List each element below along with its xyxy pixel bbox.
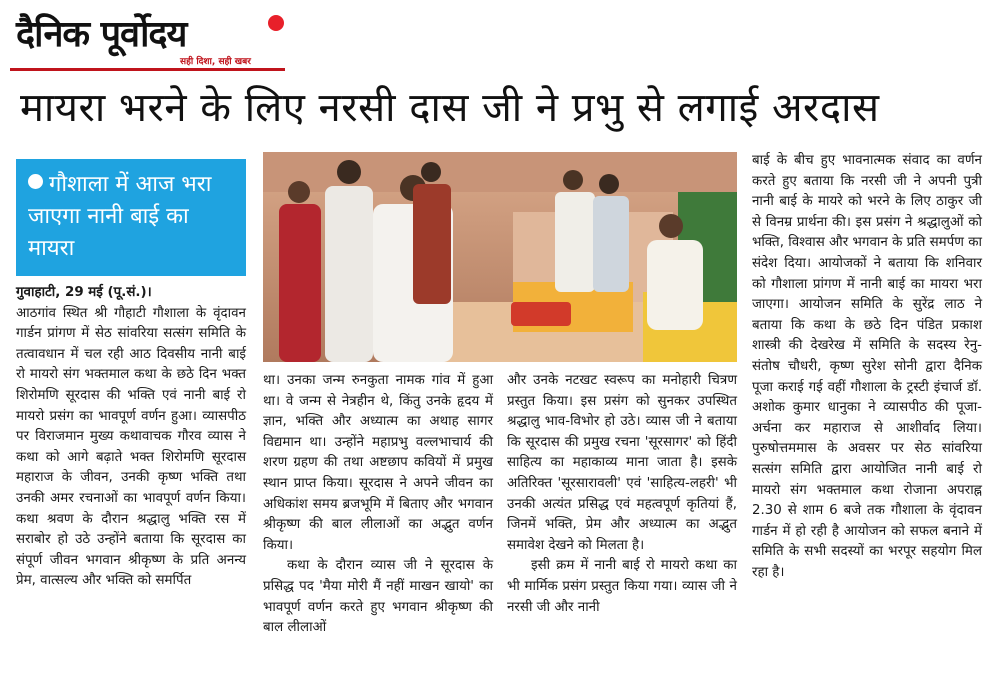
column-2-text-b: कथा के दौरान व्यास जी ने सूरदास के प्रसिद्ध पद 'मैया मोरी मैं नहीं माखन खायो' का भावपूर्ण वर्णन करते हुए भगवान श्रीकृष्ण की बाल लीलाओं: [263, 558, 493, 636]
column-3-text-a: और उनके नटखट स्वरूप का मनोहारी चित्रण प्रस्तुत किया। इस प्रसंग को सुनकर उपस्थित श्रद्धालु भाव-विभोर हो उठे। व्यास जी ने बताया कि सूरदास की प्रमुख रचना 'सूरसागर' को हिंदी साहित्य का महाकाव्य माना जाता है। इसके अतिरिक्त 'सूरसारावली' एवं 'साहित्य-लहरी' भी उनकी अत्यंत प्रसिद्ध एवं महत्वपूर्ण कृतियां हैं, जिनमें भक्ति, प्रेम और अध्यात्म का अद्भुत समावेश देखने को मिलता है।: [507, 373, 737, 553]
column-1-text: आठगांव स्थित श्री गौहाटी गौशाला के वृंदावन गार्डन प्रांगण में सेठ सांवरिया सत्संग समिति के तत्वावधान में चल रही आठ दिवसीय नानी बाई रो मायरो संग भक्तमाल कथा के छठे दिन भक्त शिरोमणि सूरदास की भक्ति एवं नानी बाई रो मायरो प्रसंग का भावपूर्ण वर्णन हुआ। व्यासपीठ पर विराजमान मुख्य कथावाचक गौरव व्यास ने कथा को आगे बढ़ाते भक्त शिरोमणि सूरदास महाराज के जीवन, उनकी कृष्ण भक्ति तथा उनकी अमर रचनाओं का भावपूर्ण वर्णन किया। कथा श्रवण के दौरान श्रद्धालु भक्ति रस में सराबोर हो उठे उन्होंने बताया कि सूरदास का संपूर्ण जीवन भगवान श्रीकृष्ण के प्रति अनन्य प्रेम, वात्सल्य और भक्ति को समर्पित: [16, 305, 246, 589]
headline: मायरा भरने के लिए नरसी दास जी ने प्रभु से लगाई अरदास: [20, 85, 880, 131]
article-column-3: [507, 371, 737, 618]
column-4-text: बाई के बीच हुए भावनात्मक संवाद का वर्णन करते हुए बताया कि नरसी जी ने अपनी पुत्री नानी बाई के मायरे को भरने के लिए ठाकुर जी से विनम्र प्रार्थना की। इस प्रसंग ने श्रद्धालुओं को भक्ति, विश्वास और भगवान के प्रति समर्पण का संदेश दिया। आयोजकों ने बताया कि शनिवार को गौशाला प्रांगण में नानी बाई का मायरा भरा जाएगा। आयोजन समिति के सुरेंद्र लाठ ने बताया कि कथा के छठे दिन पंडित प्रकाश शास्त्री की देखरेख में समिति के सदस्य रेनु-संतोष चौधरी, कृष्ण सुरेश सोनी द्वारा दैनिक पूजा कराई गई वहीं गौशाला के ट्रस्टी इंचार्ज डॉ. अशोक कुमार धानुका ने व्यासपीठ की पूजा-अर्चना कर महाराज से आशीर्वाद लिया। पुरुषोत्तममास के अवसर पर सेठ सांवरिया सत्संग समिति द्वारा आयोजित नानी बाई रो मायरो संग भक्तमाल कथा रोजाना अपराह्न 2.30 से शाम 6 बजे तक गौशाला के वृंदावन गार्डन में हो रही है आयोजन को सफल बनाने में समिति के सभी सदस्यों का भरपूर सहयोग मिल रहा है।: [752, 153, 982, 580]
highlight-box-text: गौशाला में आज भरा जाएगा नानी बाई का मायरा: [28, 172, 212, 261]
highlight-box-content: [28, 169, 234, 265]
highlight-box: [16, 159, 246, 276]
masthead-rule: [10, 68, 285, 71]
event-photo: [263, 152, 737, 362]
newspaper-name: दैनिक पूर्वोदय: [16, 14, 187, 55]
newspaper-tagline: सही दिशा, सही खबर: [180, 57, 251, 67]
article-column-4: [752, 151, 982, 583]
masthead: [10, 6, 285, 74]
article-column-2: [263, 371, 493, 639]
dateline: गुवाहाटी, 29 मई (पू.सं.)।: [16, 285, 152, 300]
column-2-text-a: था। उनका जन्म रुनकुता नामक गांव में हुआ था। वे जन्म से नेत्रहीन थे, किंतु उनके हृदय में ज्ञान, भक्ति और अध्यात्म का अथाह सागर विद्यमान था। उन्होंने महाप्रभु वल्लभाचार्य की शरण ग्रहण की तथा अष्टछाप कवियों में प्रमुख स्थान प्राप्त किया। सूरदास ने अपने जीवन का अधिकांश समय ब्रजभूमि में बिताए और भगवान श्रीकृष्ण की बाल लीलाओं का अद्भुत वर्णन किया।: [263, 373, 493, 553]
column-3-text-b: इसी क्रम में नानी बाई रो मायरो कथा का भी मार्मिक प्रसंग प्रस्तुत किया गया। व्यास जी ने नरसी जी और नानी: [507, 558, 737, 615]
bullet-icon: [28, 174, 43, 189]
logo-dot-icon: [268, 15, 284, 31]
article-column-1: [16, 283, 246, 592]
